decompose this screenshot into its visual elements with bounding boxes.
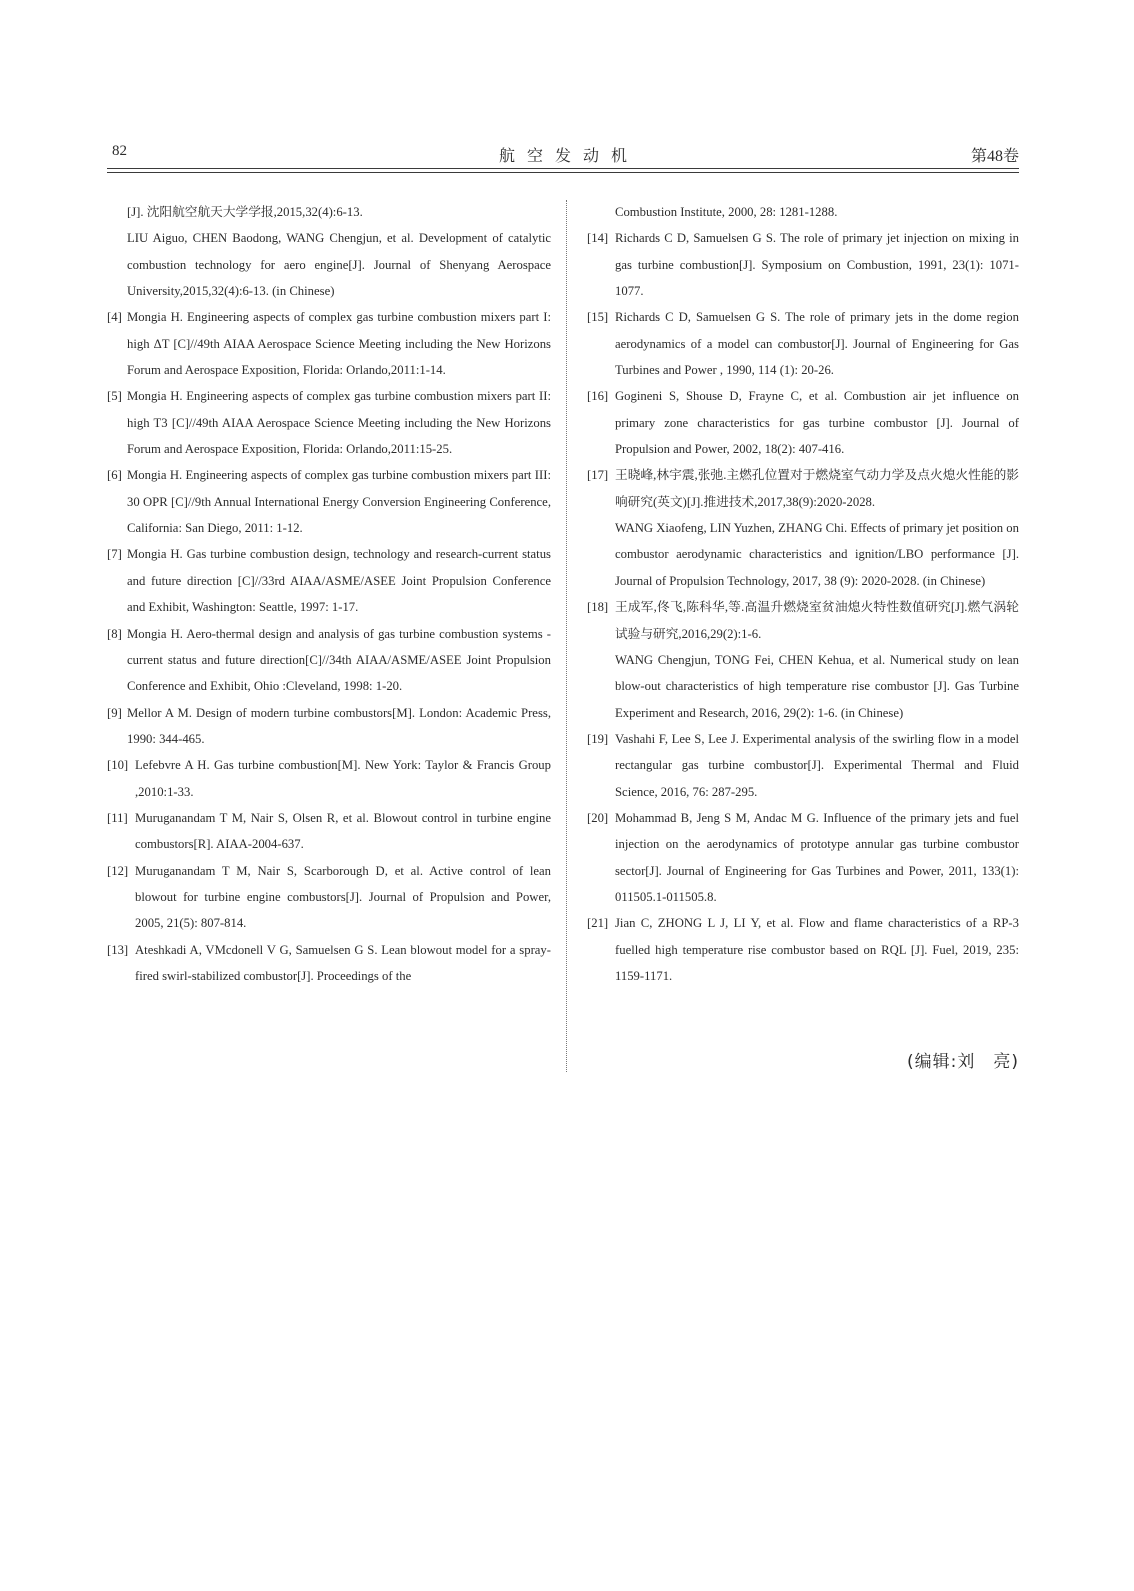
reference-item: [107, 621, 551, 700]
page-header: [107, 140, 1019, 166]
reference-number: [15]: [587, 310, 609, 325]
reference-item: [107, 541, 551, 620]
header-rule-thick: [107, 168, 1019, 169]
reference-item: [107, 937, 551, 990]
reference-item: [587, 225, 1019, 304]
reference-item: [587, 199, 1019, 225]
reference-item: [587, 383, 1019, 462]
reference-item: [107, 858, 551, 937]
reference-number: [9]: [107, 705, 122, 720]
header-rule-thin: [107, 172, 1019, 173]
reference-item: [587, 910, 1019, 989]
reference-text: Mellor A M. Design of modern turbine combustors[M]. London: Academic Press, 1990: 344-465.: [127, 705, 551, 746]
reference-number: [19]: [587, 731, 609, 746]
reference-text: Muruganandam T M, Nair S, Olsen R, et al. Blowout control in turbine engine combustors[R]. AIAA-2004-637.: [135, 810, 551, 852]
reference-text: Mongia H. Engineering aspects of complex gas turbine combustion mixers part I: high ΔT [C]//49th AIAA Aerospace Science Meeting including the New Horizons Forum and Aerospace Exposition, Florida: Orlando,2011:1-14.: [127, 310, 551, 378]
reference-text: Mongia H. Engineering aspects of complex gas turbine combustion mixers part III: 30 OPR [C]//9th Annual International Energy Conversion Engineering Conference, California: San Diego, 2011: 1-12.: [127, 468, 551, 536]
reference-item: [107, 805, 551, 858]
reference-text: 王成军,佟飞,陈科华,等.高温升燃烧室贫油熄火特性数值研究[J].燃气涡轮试验与研究,2016,29(2):1-6.: [615, 600, 1019, 641]
reference-number: [5]: [107, 389, 122, 404]
reference-number: [13]: [107, 942, 129, 957]
reference-number: [7]: [107, 547, 122, 562]
journal-title: 航空发动机: [498, 148, 639, 165]
reference-number: [20]: [587, 810, 609, 825]
reference-item: [107, 304, 551, 383]
reference-item: [587, 304, 1019, 383]
reference-column-right: [587, 199, 1019, 989]
reference-item: [587, 726, 1019, 805]
reference-column-left: [107, 199, 551, 989]
reference-number: [4]: [107, 310, 122, 325]
reference-text: Ateshkadi A, VMcdonell V G, Samuelsen G S. Lean blowout model for a spray-fired swirl-stabilized combustor[J]. Proceedings of the: [135, 942, 551, 983]
reference-number: [16]: [587, 389, 609, 404]
reference-number: [11]: [107, 810, 128, 825]
reference-text: Richards C D, Samuelsen G S. The role of primary jets in the dome region aerodynamics of a model can combustor[J]. Journal of Engineering for Gas Turbines and Power , 1990, 114 (1): 20-26.: [615, 310, 1019, 378]
reference-text: Mongia H. Gas turbine combustion design, technology and research-current status and future direction [C]//33rd AIAA/ASME/ASEE Joint Propulsion Conference and Exhibit, Washington: Seattle, 1997: 1-17.: [127, 547, 551, 615]
reference-number: [14]: [587, 231, 609, 246]
reference-number: [10]: [107, 758, 129, 773]
reference-translation: WANG Chengjun, TONG Fei, CHEN Kehua, et al. Numerical study on lean blow-out characteristics of high temperature rise combustor [J]. Gas Turbine Experiment and Research, 2016, 29(2): 1-6. (in Chinese): [615, 652, 1019, 720]
reference-number: [8]: [107, 626, 122, 641]
volume-label: 第48卷: [970, 148, 1019, 165]
reference-item: [587, 462, 1019, 594]
reference-number: [17]: [587, 468, 609, 483]
reference-text: Jian C, ZHONG L J, LI Y, et al. Flow and flame characteristics of a RP-3 fuelled high temperature rise combustor based on RQL [J]. Fuel, 2019, 235: 1159-1171.: [615, 916, 1019, 983]
reference-item: [107, 199, 551, 304]
reference-text: Richards C D, Samuelsen G S. The role of primary jet injection on mixing in gas turbine combustion[J]. Symposium on Combustion, 1991, 23(1): 1071-1077.: [615, 231, 1019, 299]
reference-text: Combustion Institute, 2000, 28: 1281-1288.: [615, 205, 838, 219]
reference-item: [107, 752, 551, 805]
reference-number: [18]: [587, 600, 609, 615]
reference-item: [587, 805, 1019, 910]
reference-text: [J]. 沈阳航空航天大学学报,2015,32(4):6-13.: [127, 205, 363, 219]
reference-text: 王晓峰,林宇震,张弛.主燃孔位置对于燃烧室气动力学及点火熄火性能的影响研究(英文)[J].推进技术,2017,38(9):2020-2028.: [615, 468, 1019, 509]
reference-translation: LIU Aiguo, CHEN Baodong, WANG Chengjun, et al. Development of catalytic combustion technology for aero engine[J]. Journal of Shenyang Aerospace University,2015,32(4):6-13. (in Chinese): [127, 231, 551, 299]
reference-number: [21]: [587, 916, 609, 931]
column-divider: [566, 200, 567, 1072]
editor-note: (编辑:刘 亮): [907, 1052, 1019, 1072]
reference-item: [107, 383, 551, 462]
reference-number: [12]: [107, 863, 129, 878]
reference-text: Lefebvre A H. Gas turbine combustion[M]. New York: Taylor & Francis Group ,2010:1-33.: [135, 758, 551, 799]
reference-item: [107, 700, 551, 753]
reference-text: Mongia H. Engineering aspects of complex gas turbine combustion mixers part II: high T3 [C]//49th AIAA Aerospace Science Meeting including the New Horizons Forum and Aerospace Exposition, Florida: Orlando,2011:15-25.: [127, 389, 551, 457]
reference-text: Muruganandam T M, Nair S, Scarborough D, et al. Active control of lean blowout for turbine engine combustors[J]. Journal of Propulsion and Power, 2005, 21(5): 807-814.: [135, 863, 551, 931]
reference-item: [107, 462, 551, 541]
reference-text: Mohammad B, Jeng S M, Andac M G. Influence of the primary jets and fuel injection on the aerodynamics of prototype annular gas turbine combustor sector[J]. Journal of Engineering for Gas Turbines and Power, 2011, 133(1): 011505.1-011505.8.: [615, 810, 1019, 904]
reference-text: Vashahi F, Lee S, Lee J. Experimental analysis of the swirling flow in a model rectangular gas turbine combustor[J]. Experimental Thermal and Fluid Science, 2016, 76: 287-295.: [615, 731, 1019, 799]
reference-text: Mongia H. Aero-thermal design and analysis of gas turbine combustion systems - current status and future direction[C]//34th AIAA/ASME/ASEE Joint Propulsion Conference and Exhibit, Ohio :Cleveland, 1998: 1-20.: [127, 626, 551, 694]
reference-item: [587, 594, 1019, 726]
reference-text: Gogineni S, Shouse D, Frayne C, et al. Combustion air jet influence on primary zone characteristics for gas turbine combustor [J]. Journal of Propulsion and Power, 2002, 18(2): 407-416.: [615, 389, 1019, 457]
reference-translation: WANG Xiaofeng, LIN Yuzhen, ZHANG Chi. Effects of primary jet position on combustor aerodynamic characteristics and ignition/LBO performance [J]. Journal of Propulsion Technology, 2017, 38 (9): 2020-2028. (in Chinese): [615, 521, 1019, 588]
reference-number: [6]: [107, 468, 122, 483]
page-number: 82: [112, 143, 127, 159]
